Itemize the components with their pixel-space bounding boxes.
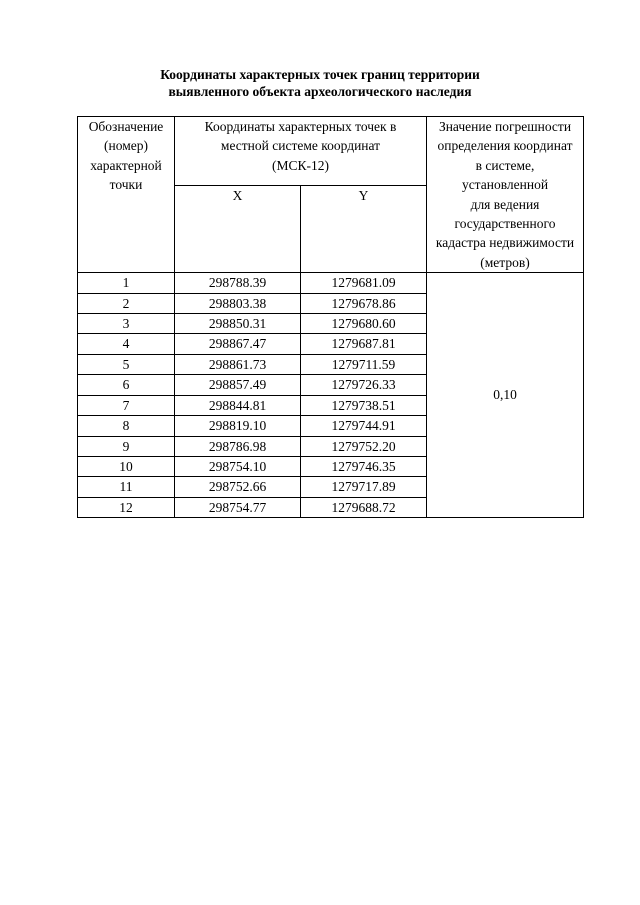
y-coordinate-cell: 1279726.33: [301, 375, 427, 395]
point-number-cell: 10: [78, 456, 175, 476]
header-point-line: (номер): [104, 138, 148, 154]
header-point-number: [78, 117, 175, 273]
x-coordinate-cell: 298752.66: [175, 477, 301, 497]
y-coordinate-cell: 1279746.35: [301, 456, 427, 476]
header-coordinates: [175, 117, 427, 186]
header-error-line: кадастра недвижимости: [435, 235, 575, 251]
table-row: [78, 273, 584, 293]
x-coordinate-cell: 298754.77: [175, 497, 301, 517]
y-coordinate-cell: 1279711.59: [301, 354, 427, 374]
y-coordinate-cell: 1279717.89: [301, 477, 427, 497]
header-coords-line: Координаты характерных точек в: [204, 119, 397, 134]
header-error-line: в системе,: [475, 157, 535, 173]
point-number-cell: 1: [78, 273, 175, 293]
header-error-line: государственного: [454, 216, 556, 232]
header-coords-line: (МСК-12): [272, 157, 329, 173]
point-number-cell: 6: [78, 375, 175, 395]
point-number-cell: 5: [78, 354, 175, 374]
header-point-line: Обозначение: [88, 119, 164, 134]
y-coordinate-cell: 1279688.72: [301, 497, 427, 517]
table-body: [78, 273, 584, 518]
header-error-value: [427, 117, 584, 273]
x-coordinate-cell: 298867.47: [175, 334, 301, 354]
point-number-cell: 3: [78, 314, 175, 334]
header-point-line: характерной: [90, 157, 162, 173]
header-x: X: [175, 186, 301, 273]
point-number-cell: 4: [78, 334, 175, 354]
coordinates-table: [77, 116, 584, 518]
x-coordinate-cell: 298803.38: [175, 293, 301, 313]
x-coordinate-cell: 298844.81: [175, 395, 301, 415]
y-coordinate-cell: 1279744.91: [301, 416, 427, 436]
x-coordinate-cell: 298788.39: [175, 273, 301, 293]
point-number-cell: 2: [78, 293, 175, 313]
header-error-line: (метров): [480, 254, 530, 270]
y-coordinate-cell: 1279738.51: [301, 395, 427, 415]
x-coordinate-cell: 298861.73: [175, 354, 301, 374]
y-coordinate-cell: 1279680.60: [301, 314, 427, 334]
header-error-line: для ведения: [470, 196, 540, 212]
y-coordinate-cell: 1279687.81: [301, 334, 427, 354]
y-coordinate-cell: 1279681.09: [301, 273, 427, 293]
point-number-cell: 9: [78, 436, 175, 456]
header-error-line: определения координат: [437, 138, 573, 154]
header-error-line: установленной: [461, 177, 549, 193]
x-coordinate-cell: 298754.10: [175, 456, 301, 476]
point-number-cell: 11: [78, 477, 175, 497]
y-coordinate-cell: 1279752.20: [301, 436, 427, 456]
title-line-1: Координаты характерных точек границ территории: [160, 67, 480, 82]
document-title: [0, 66, 640, 100]
header-point-line: точки: [109, 177, 143, 193]
point-number-cell: 12: [78, 497, 175, 517]
header-y: Y: [301, 186, 427, 273]
error-value-cell: 0,10: [427, 273, 584, 518]
header-coords-line: местной системе координат: [220, 138, 381, 154]
y-coordinate-cell: 1279678.86: [301, 293, 427, 313]
x-coordinate-cell: 298850.31: [175, 314, 301, 334]
title-line-2: выявленного объекта археологического наследия: [168, 84, 472, 99]
x-coordinate-cell: 298819.10: [175, 416, 301, 436]
x-coordinate-cell: 298857.49: [175, 375, 301, 395]
header-error-line: Значение погрешности: [438, 119, 572, 134]
point-number-cell: 8: [78, 416, 175, 436]
point-number-cell: 7: [78, 395, 175, 415]
x-coordinate-cell: 298786.98: [175, 436, 301, 456]
table-header-row: [78, 117, 584, 186]
